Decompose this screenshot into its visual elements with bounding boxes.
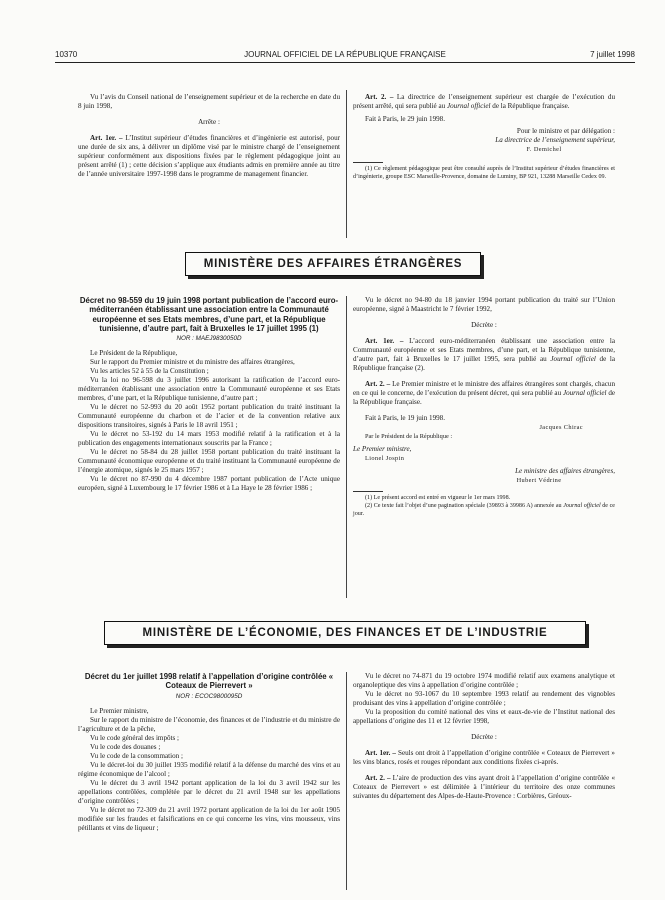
decree2-left-column xyxy=(78,672,340,833)
visa-line: Sur le rapport du ministre de l’économie, des finances et de l’industrie et du ministre de l’agriculture et de la pêche, xyxy=(78,715,340,733)
visa-line: Vu le décret-loi du 30 juillet 1935 modifié relatif à la défense du marché des vins et au régime économique de l’alcool ; xyxy=(78,760,340,778)
signature-name: F. Demichel xyxy=(526,146,562,153)
visa-line: Vu les articles 52 à 55 de la Constitution ; xyxy=(90,367,209,376)
article-1 xyxy=(353,337,615,373)
article-label: Art. 2. – xyxy=(365,380,391,388)
footnote: (1) Ce règlement pédagogique peut être consulté auprès de l’Institut supérieur d’études financières et d’ingénierie, groupe ESC Marseille-Provence, domaine de Luminy, BP 921, 13288 Marseille Cedex 09. xyxy=(353,166,615,180)
article-text: La directrice de l’enseignement supérieur est chargée de l’exécution du présent arrêté, qui sera publié au xyxy=(353,93,615,110)
signature-name: Jacques Chirac xyxy=(539,424,583,431)
ministry-heading: MINISTÈRE DE L’ÉCONOMIE, DES FINANCES ET DE L’INDUSTRIE xyxy=(104,621,586,645)
article-label: Art. 2. – xyxy=(365,774,391,782)
visa-line: Vu le décret no 72-309 du 21 avril 1972 portant application de la loi du 1er août 1905 modifiée sur les fraudes et falsifications en ce qui concerne les vins, vins mousseux, vins pétillants et vins de liqueur ; xyxy=(78,805,340,832)
article-text: L’accord euro-méditerranéen établissant une association entre la Communauté européenne et ses Etats membres, d’une part, et la République tunisienne, d’autre part, fait à Bruxelles le 17 juillet 1995, sera publié au xyxy=(353,337,615,363)
visa-line: Vu le code des douanes ; xyxy=(90,742,161,751)
article-2 xyxy=(353,93,615,111)
fait-line: Fait à Paris, le 29 juin 1998. xyxy=(365,115,445,123)
header-rule xyxy=(55,62,635,63)
article-text-end: de la République française. xyxy=(492,102,570,110)
visa-line: Le Président de la République, xyxy=(90,349,178,358)
decree2-right-column xyxy=(353,672,615,801)
visa-line: Vu le décret no 58-84 du 28 juillet 1958 portant publication du traité instituant la Communauté économique européenne et du traité instituant la Communauté européenne de l’énergie atomique, signés le 25 mars 1957 ; xyxy=(78,448,340,475)
signature-name: Lionel Jospin xyxy=(365,455,405,462)
signatory-title: Le ministre des affaires étrangères, xyxy=(515,467,615,475)
arrete-heading: Arrête : xyxy=(198,118,220,126)
article-1 xyxy=(353,749,615,767)
column-divider xyxy=(346,296,347,598)
decree1-left-column xyxy=(78,296,340,493)
visa-line: Vu le décret no 87-990 du 4 décembre 1987 portant publication de l’Acte unique européen, signé à Luxembourg le 17 février 1986 et à La Haye le 28 février 1986 ; xyxy=(78,475,340,493)
journal-ref: Journal officiel xyxy=(550,355,596,363)
fait-line: Fait à Paris, le 19 juin 1998. xyxy=(365,414,445,422)
decree1-right-column xyxy=(353,296,615,518)
article-text: Le Premier ministre et le ministre des affaires étrangères sont chargés, chacun en ce qui le concerne, de l’exécution du présent décret, qui sera publié au xyxy=(353,380,615,397)
ministry-heading: MINISTÈRE DES AFFAIRES ÉTRANGÈRES xyxy=(185,252,481,276)
decrete-heading: Décrète : xyxy=(471,733,497,741)
footnote-rule xyxy=(353,491,383,492)
visa-line: Vu le décret no 93-1067 du 10 septembre 1993 relatif au rendement des vignobles produisant des vins à appellation d’origine contrôlée ; xyxy=(353,690,615,707)
visa-line: Vu le décret no 52-993 du 20 août 1952 portant publication du traité instituant la Communauté européenne du charbon et de l’acier et de la convention relative aux dispositions transitoires, signés à Paris le 18 avril 1951 ; xyxy=(78,403,340,430)
signature-name: Hubert Védrine xyxy=(516,477,562,484)
article-label: Art. 1er. – xyxy=(365,749,396,757)
journal-title: JOURNAL OFFICIEL DE LA RÉPUBLIQUE FRANÇAISE xyxy=(244,50,446,59)
footnote xyxy=(353,503,615,519)
visa-line: Vu le code de la consommation ; xyxy=(90,751,183,760)
column-divider xyxy=(346,672,347,890)
delegation-line: Pour le ministre et par délégation : xyxy=(516,127,615,135)
signatory-title: Le Premier ministre, xyxy=(353,445,412,453)
top-right-column xyxy=(353,93,615,182)
article-text-end: de la République française (2). xyxy=(353,355,616,372)
article-text: L’Institut supérieur d’études financières et d’ingénierie est autorisé, pour une durée de six ans, à délivrer un diplôme visé par le ministre chargé de l’enseignement supérieur conformément aux dispositions fixées par le règlement pédagogique joint au présent arrêté (1) ; cette décision s’applique aux étudiants admis en première année au titre de l’année universitaire 1997-1998 dans le programme de management financier. xyxy=(78,134,341,178)
visa-line: Le Premier ministre, xyxy=(90,706,149,715)
decree-title: Décret no 98-559 du 19 juin 1998 portant publication de l’accord euro-méditerranéen établissant une association entre la Communauté européenne et ses Etats membres, d’une part, et la République tunisienne, d’autre part, fait à Bruxelles le 17 juillet 1995 (1) xyxy=(79,296,339,333)
issue-date: 7 juillet 1998 xyxy=(590,50,635,59)
nor-reference: NOR : MAEJ9830050D xyxy=(176,335,242,343)
countersign-line: Par le Président de la République : xyxy=(365,433,453,440)
footnote-text: (2) Ce texte fait l’objet d’une pagination spéciale (39893 à 39986 A) annexée au xyxy=(365,502,562,509)
article-1 xyxy=(78,134,340,179)
article-text-end: de la République française. xyxy=(353,389,616,406)
visa-line: Vu le décret no 74-871 du 19 octobre 1974 modifié relatif aux examens analytique et organoleptique des vins à appellation d’origine contrôlée ; xyxy=(353,672,615,689)
column-divider xyxy=(346,90,347,238)
article-2 xyxy=(353,380,615,407)
paragraph: Vu l’avis du Conseil national de l’enseignement supérieur et de la recherche en date du 8 juin 1998, xyxy=(78,93,340,110)
footnote-text-end: de ce jour. xyxy=(353,502,615,517)
footnote: (1) Le présent accord est entré en vigueur le 1er mars 1998. xyxy=(365,495,511,501)
article-label: Art. 1er. – xyxy=(90,134,123,142)
top-left-column xyxy=(78,93,340,179)
visa-line: Vu la loi no 96-598 du 3 juillet 1996 autorisant la ratification de l’accord euro-méditerranéen établissant une association entre la Communauté européenne et ses Etats membres, d’une part, et la République tunisienne, d’autre part ; xyxy=(78,376,340,403)
journal-ref: Journal officiel xyxy=(563,502,601,509)
visa-line: Vu le décret du 3 avril 1942 portant application de la loi du 3 avril 1942 sur les appellations contrôlées, complétée par le décret du 21 avril 1948 sur les appellations d’origine contrôlées ; xyxy=(78,778,340,805)
article-text: L’aire de production des vins ayant droit à l’appellation d’origine contrôlée « Coteaux de Pierrevert » est délimitée à l’intérieur du territoire des onze communes suivantes du département des Alpes-de-Haute-Provence : Corbières, Gréoux- xyxy=(353,774,615,800)
journal-ref: Journal officiel xyxy=(562,389,607,397)
visa-line: Vu le code général des impôts ; xyxy=(90,733,180,742)
decree-title: Décret du 1er juillet 1998 relatif à l’appellation d’origine contrôlée « Coteaux de Pierrevert » xyxy=(84,672,334,691)
visa-line: Sur le rapport du Premier ministre et du ministre des affaires étrangères, xyxy=(90,358,295,367)
visa-line: Vu le décret no 53-192 du 14 mars 1953 modifié relatif à la ratification et à la publication des engagements internationaux souscrits par la France ; xyxy=(78,430,340,448)
article-label: Art. 1er. – xyxy=(365,337,404,345)
article-text: Seuls ont droit à l’appellation d’origine contrôlée « Coteaux de Pierrevert » les vins blancs, rosés et rouges répondant aux conditions fixées ci-après. xyxy=(353,749,615,766)
footnote-rule xyxy=(353,162,383,163)
journal-ref: Journal officiel xyxy=(446,102,491,110)
article-2 xyxy=(353,774,615,801)
decrete-heading: Décrète : xyxy=(471,321,497,329)
visa-line: Vu la proposition du comité national des vins et eaux-de-vie de l’Institut national des appellations d’origine des 11 et 12 février 1998, xyxy=(353,708,615,725)
visa-line: Vu le décret no 94-80 du 18 janvier 1994 portant publication du traité sur l’Union européenne, signé à Maastricht le 7 février 1992, xyxy=(353,296,615,313)
signatory-title: La directrice de l’enseignement supérieur, xyxy=(495,136,615,144)
page-number: 10370 xyxy=(55,50,78,59)
nor-reference: NOR : ECOC9800095D xyxy=(175,692,243,700)
article-label: Art. 2. – xyxy=(365,93,394,101)
